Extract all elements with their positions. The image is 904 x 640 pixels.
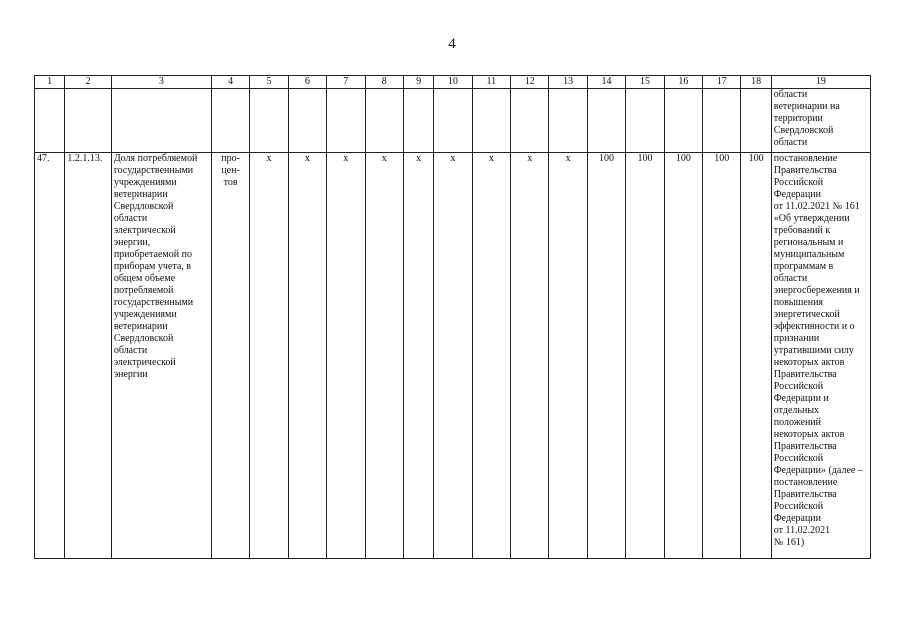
table-cell <box>403 89 433 153</box>
table-cell <box>327 89 365 153</box>
column-header: 3 <box>111 76 211 89</box>
value-cell: 100 <box>664 153 702 559</box>
table-cell <box>741 89 771 153</box>
table-cell <box>549 89 587 153</box>
column-header: 7 <box>327 76 365 89</box>
continuation-text: области ветеринарии на территории Свердловской области <box>771 89 870 153</box>
indicator-code: 1.2.1.13. <box>65 153 112 559</box>
column-header: 12 <box>511 76 549 89</box>
column-header: 11 <box>472 76 510 89</box>
indicator-name: Доля потребляемой государственными учреждениями ветеринарии Свердловской области электрической энергии, приобретаемой по приборам учета, в общем объеме потребляемой государственными учреждениями ветеринарии Свердловской области электрической энергии <box>111 153 211 559</box>
table-cell <box>626 89 664 153</box>
column-header: 17 <box>703 76 741 89</box>
value-cell: х <box>549 153 587 559</box>
value-cell: х <box>250 153 288 559</box>
column-header: 8 <box>365 76 403 89</box>
value-cell: 100 <box>587 153 625 559</box>
table-cell <box>65 89 112 153</box>
column-header: 2 <box>65 76 112 89</box>
column-header: 9 <box>403 76 433 89</box>
continuation-row <box>35 89 871 153</box>
table-cell <box>703 89 741 153</box>
value-cell: х <box>511 153 549 559</box>
column-header: 1 <box>35 76 65 89</box>
table-cell <box>35 89 65 153</box>
column-header: 13 <box>549 76 587 89</box>
table-cell <box>664 89 702 153</box>
page-number: 4 <box>448 36 456 52</box>
table-cell <box>250 89 288 153</box>
table-row <box>35 153 871 559</box>
value-cell: х <box>472 153 510 559</box>
column-header: 6 <box>288 76 326 89</box>
value-cell: х <box>434 153 472 559</box>
table-cell <box>288 89 326 153</box>
value-cell: 100 <box>741 153 771 559</box>
column-header: 16 <box>664 76 702 89</box>
column-header: 5 <box>250 76 288 89</box>
row-number: 47. <box>35 153 65 559</box>
value-cell: 100 <box>626 153 664 559</box>
table-cell <box>587 89 625 153</box>
column-header: 10 <box>434 76 472 89</box>
unit-of-measure: про- цен- тов <box>211 153 249 559</box>
table-cell <box>472 89 510 153</box>
table-cell <box>211 89 249 153</box>
header-row <box>35 76 871 89</box>
column-header: 14 <box>587 76 625 89</box>
column-header: 18 <box>741 76 771 89</box>
table-cell <box>365 89 403 153</box>
table-cell <box>111 89 211 153</box>
table-cell <box>511 89 549 153</box>
value-cell: х <box>403 153 433 559</box>
column-header: 15 <box>626 76 664 89</box>
table-cell <box>434 89 472 153</box>
value-cell: х <box>327 153 365 559</box>
value-cell: х <box>365 153 403 559</box>
value-cell: х <box>288 153 326 559</box>
indicators-table <box>34 75 871 559</box>
column-header: 4 <box>211 76 249 89</box>
column-header: 19 <box>771 76 870 89</box>
value-cell: 100 <box>703 153 741 559</box>
legal-basis: постановление Правительства Российской Федерации от 11.02.2021 № 161 «Об утверждении требований к региональным и муниципальным программам в области энергосбережения и повышения энергетической эффективности и о признании утратившими силу некоторых актов Правительства Российской Федерации и отдельных положений некоторых актов Правительства Российской Федерации» (далее – постановление Правительства Российской Федерации от 11.02.2021 № 161) <box>771 153 870 559</box>
